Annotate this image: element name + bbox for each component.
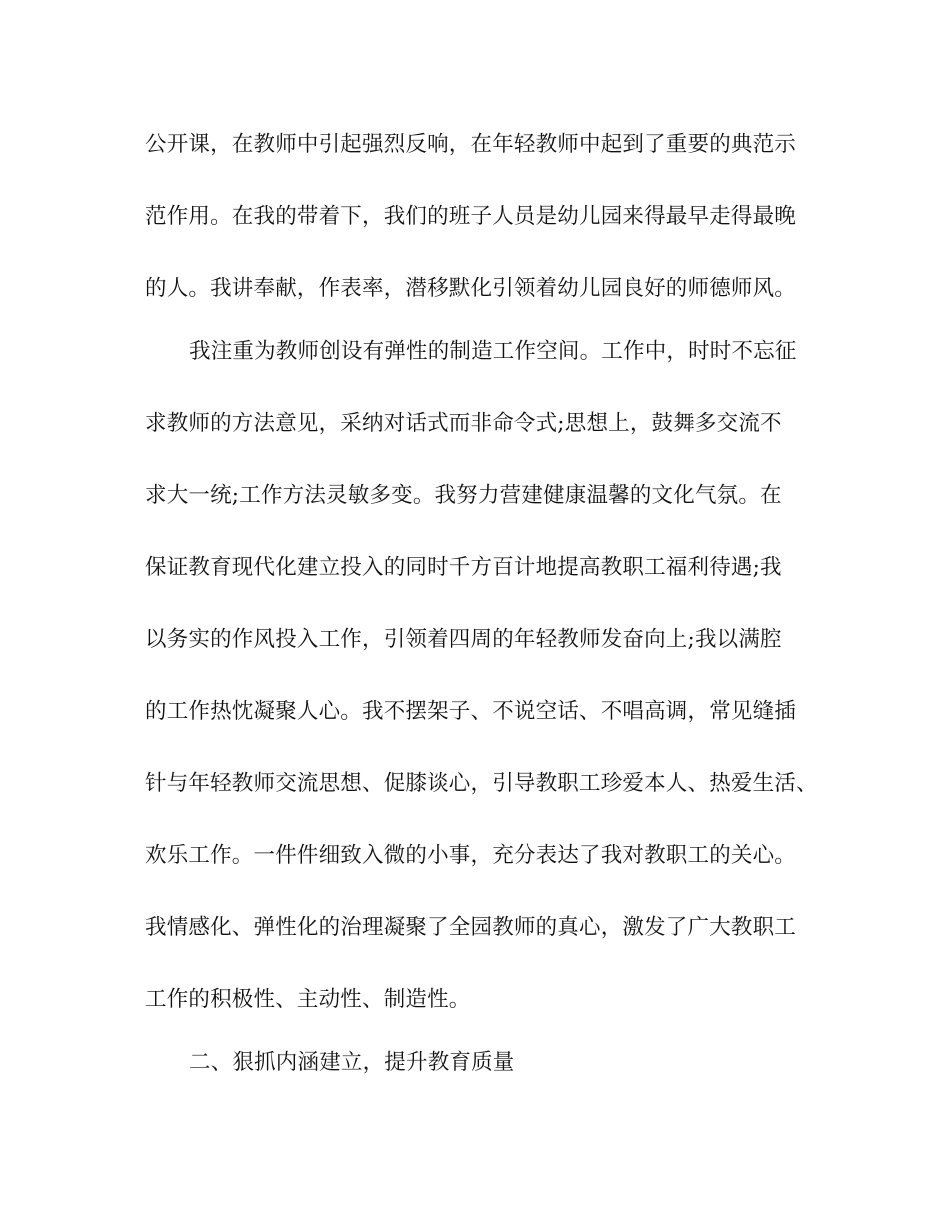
paragraph-line: 以务实的作风投入工作，引领着四周的年轻教师发奋向上;我以满腔 — [145, 627, 782, 652]
paragraph-line: 欢乐工作。一件件细致入微的小事，充分表达了我对教职工的关心。 — [145, 843, 797, 868]
paragraph-line: 求教师的方法意见，采纳对话式而非命令式;思想上，鼓舞多交流不 — [145, 411, 782, 436]
paragraph-line: 求大一统;工作方法灵敏多变。我努力营建健康温馨的文化气氛。在 — [145, 483, 782, 508]
paragraph-line: 范作用。在我的带着下，我们的班子人员是幼儿园来得最早走得最晚 — [145, 204, 797, 229]
paragraph-line: 我注重为教师创设有弹性的制造工作空间。工作中，时时不忘征 — [189, 339, 797, 364]
paragraph-line: 工作的积极性、主动性、制造性。 — [145, 987, 471, 1012]
paragraph-line: 我情感化、弹性化的治理凝聚了全园教师的真心，激发了广大教职工 — [145, 915, 797, 940]
paragraph-line: 的工作热忱凝聚人心。我不摆架子、不说空话、不唱高调，常见缝插 — [145, 699, 797, 724]
paragraph-line: 的人。我讲奉献，作表率，潜移默化引领着幼儿园良好的师德师风。 — [145, 276, 797, 301]
paragraph-line: 针与年轻教师交流思想、促膝谈心，引导教职工珍爱本人、热爱生活、 — [145, 771, 818, 796]
paragraph-line: 公开课，在教师中引起强烈反响，在年轻教师中起到了重要的典范示 — [145, 132, 797, 157]
section-heading: 二、狠抓内涵建立，提升教育质量 — [189, 1050, 515, 1075]
paragraph-line: 保证教育现代化建立投入的同时千方百计地提高教职工福利待遇;我 — [145, 555, 782, 580]
